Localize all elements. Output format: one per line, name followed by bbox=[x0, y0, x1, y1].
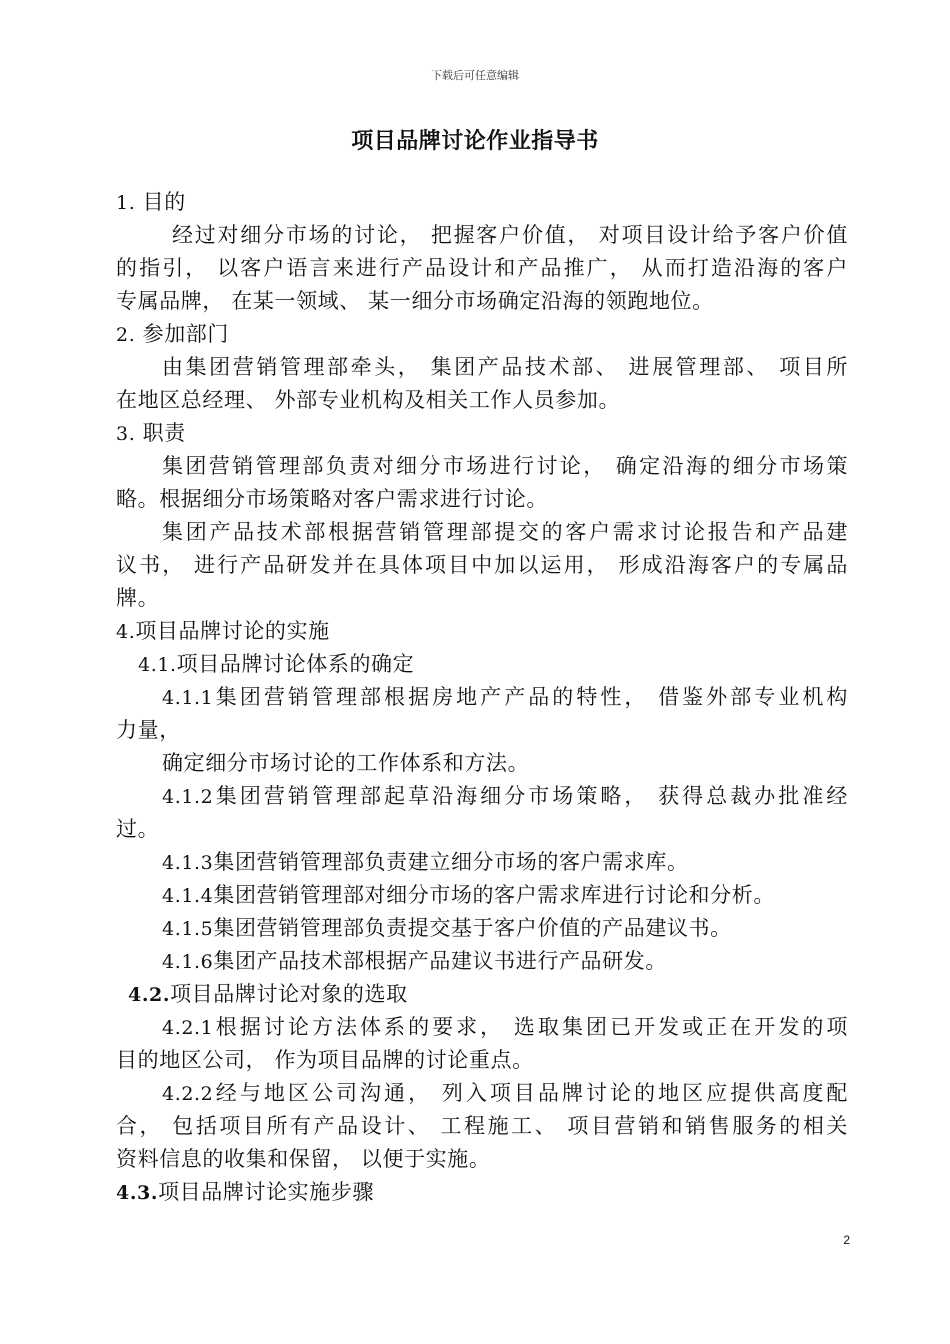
paragraph-line: 在地区总经理、 外部专业机构及相关工作人员参加。 bbox=[116, 388, 621, 412]
section-heading-2: 2. 参加部门 bbox=[116, 322, 230, 346]
document-title: 项目品牌讨论作业指导书 bbox=[351, 129, 599, 154]
paragraph-line: 的指引， 以客户语言来进行产品设计和产品推广， 从而打造沿海的客户 bbox=[116, 256, 848, 280]
paragraph-line: 过。 bbox=[116, 817, 160, 841]
subsection-heading-4-2: 4.2.项目品牌讨论对象的选取 bbox=[128, 982, 408, 1006]
paragraph-line: 力量， bbox=[116, 718, 181, 742]
section-heading-4: 4.项目品牌讨论的实施 bbox=[116, 619, 330, 643]
paragraph-line: 集团营销管理部负责对细分市场进行讨论， 确定沿海的细分市场策 bbox=[162, 454, 848, 478]
clause-line: 4.1.4集团营销管理部对细分市场的客户需求库进行讨论和分析。 bbox=[162, 883, 775, 907]
paragraph-line: 略。根据细分市场策略对客户需求进行讨论。 bbox=[116, 487, 548, 511]
subsection-heading-4-1: 4.1.项目品牌讨论体系的确定 bbox=[138, 652, 415, 676]
clause-line: 4.1.1集团营销管理部根据房地产产品的特性， 借鉴外部专业机构 bbox=[162, 685, 848, 709]
clause-line: 4.1.2集团营销管理部起草沿海细分市场策略， 获得总裁办批准经 bbox=[162, 784, 848, 808]
paragraph-line: 专属品牌， 在某一领域、 某一细分市场确定沿海的领跑地位。 bbox=[116, 289, 714, 313]
paragraph-line: 合， 包括项目所有产品设计、 工程施工、 项目营销和销售服务的相关 bbox=[116, 1114, 848, 1138]
clause-line: 4.1.6集团产品技术部根据产品建议书进行产品研发。 bbox=[162, 949, 667, 973]
paragraph-line: 议书， 进行产品研发并在具体项目中加以运用， 形成沿海客户的专属品 bbox=[116, 553, 848, 577]
paragraph-line: 集团产品技术部根据营销管理部提交的客户需求讨论报告和产品建 bbox=[162, 520, 848, 544]
paragraph-line: 确定细分市场讨论的工作体系和方法。 bbox=[162, 751, 530, 775]
paragraph-line: 目的地区公司， 作为项目品牌的讨论重点。 bbox=[116, 1048, 534, 1072]
section-heading-1: 1. 目的 bbox=[116, 190, 186, 214]
paragraph-line: 经过对细分市场的讨论， 把握客户价值， 对项目设计给予客户价值 bbox=[172, 223, 848, 247]
clause-line: 4.2.2经与地区公司沟通， 列入项目品牌讨论的地区应提供高度配 bbox=[162, 1081, 848, 1105]
paragraph-line: 由集团营销管理部牵头， 集团产品技术部、 进展管理部、 项目所 bbox=[162, 355, 848, 379]
clause-line: 4.1.5集团营销管理部负责提交基于客户价值的产品建议书。 bbox=[162, 916, 732, 940]
subsection-heading-4-3: 4.3.项目品牌讨论实施步骤 bbox=[116, 1180, 375, 1204]
section-heading-3: 3. 职责 bbox=[116, 421, 186, 445]
paragraph-line: 资料信息的收集和保留， 以便于实施。 bbox=[116, 1147, 491, 1171]
document-body bbox=[116, 186, 848, 1209]
clause-line: 4.1.3集团营销管理部负责建立细分市场的客户需求库。 bbox=[162, 850, 689, 874]
page-number: 2 bbox=[843, 1233, 850, 1247]
clause-line: 4.2.1根据讨论方法体系的要求， 选取集团已开发或正在开发的项 bbox=[162, 1015, 848, 1039]
page-header-note: 下载后可任意编辑 bbox=[431, 69, 519, 82]
paragraph-line: 牌。 bbox=[116, 586, 160, 610]
